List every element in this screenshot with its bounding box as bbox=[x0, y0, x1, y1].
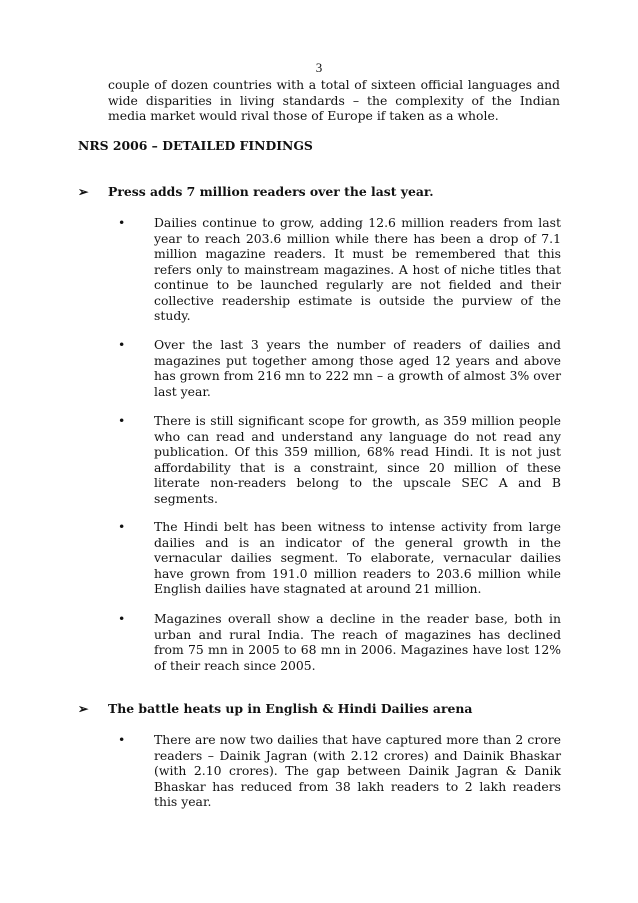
point-heading bbox=[78, 184, 434, 199]
list-item-text: There are now two dailies that have captured more than 2 crore readers – Dainik Jagran (with 2.12 crores) and Dainik Bhaskar (with 2.10 crores). The gap between Dainik Jagran & Danik Bhaskar has reduced from 38 lakh readers to 2 lakh readers this year. bbox=[154, 732, 561, 809]
list-item-text: There is still significant scope for growth, as 359 million people who can read and understand any language do not read any publication. Of this 359 million, 68% read Hindi. It is not just affordability that is a constraint, since 20 million of these literate non-readers belong to the upscale SEC A and B segments. bbox=[154, 413, 561, 506]
list-item-text: Dailies continue to grow, adding 12.6 million readers from last year to reach 203.6 million while there has been a drop of 7.1 million magazine readers. It must be remembered that this refers only to mainstream magazines. A host of niche titles that continue to be launched regularly are not fielded and their collective readership estimate is outside the purview of the study. bbox=[154, 215, 561, 323]
bullet-icon: • bbox=[118, 337, 126, 352]
point-heading-text: The battle heats up in English & Hindi Dailies arena bbox=[108, 701, 473, 716]
list-item-text: Magazines overall show a decline in the reader base, both in urban and rural India. The reach of magazines has declined from 75 mn in 2005 to 68 mn in 2006. Magazines have lost 12% of their reach since 2005. bbox=[154, 611, 561, 673]
bullet-icon: • bbox=[118, 215, 126, 230]
page-number: 3 bbox=[315, 60, 323, 75]
arrow-bullet-icon: ➢ bbox=[78, 184, 89, 199]
list-item-text: The Hindi belt has been witness to intense activity from large dailies and is an indicator of the general growth in the vernacular dailies segment. To elaborate, vernacular dailies have grown from 191.0 million readers to 203.6 million while English dailies have stagnated at around 21 million. bbox=[154, 519, 561, 596]
bullet-icon: • bbox=[118, 519, 126, 534]
arrow-bullet-icon: ➢ bbox=[78, 701, 89, 716]
list-item-text: Over the last 3 years the number of readers of dailies and magazines put together among those aged 12 years and above has grown from 216 mn to 222 mn – a growth of almost 3% over last year. bbox=[154, 337, 561, 399]
bullet-icon: • bbox=[118, 732, 126, 747]
intro-paragraph: couple of dozen countries with a total of sixteen official languages and wide disparities in living standards – the complexity of the Indian media market would rival those of Europe if taken as a whole. bbox=[108, 77, 560, 123]
point-heading-text: Press adds 7 million readers over the last year. bbox=[108, 184, 434, 199]
bullet-icon: • bbox=[118, 611, 126, 626]
bullet-icon: • bbox=[118, 413, 126, 428]
section-heading: NRS 2006 – DETAILED FINDINGS bbox=[78, 138, 313, 153]
point-heading bbox=[78, 701, 472, 716]
